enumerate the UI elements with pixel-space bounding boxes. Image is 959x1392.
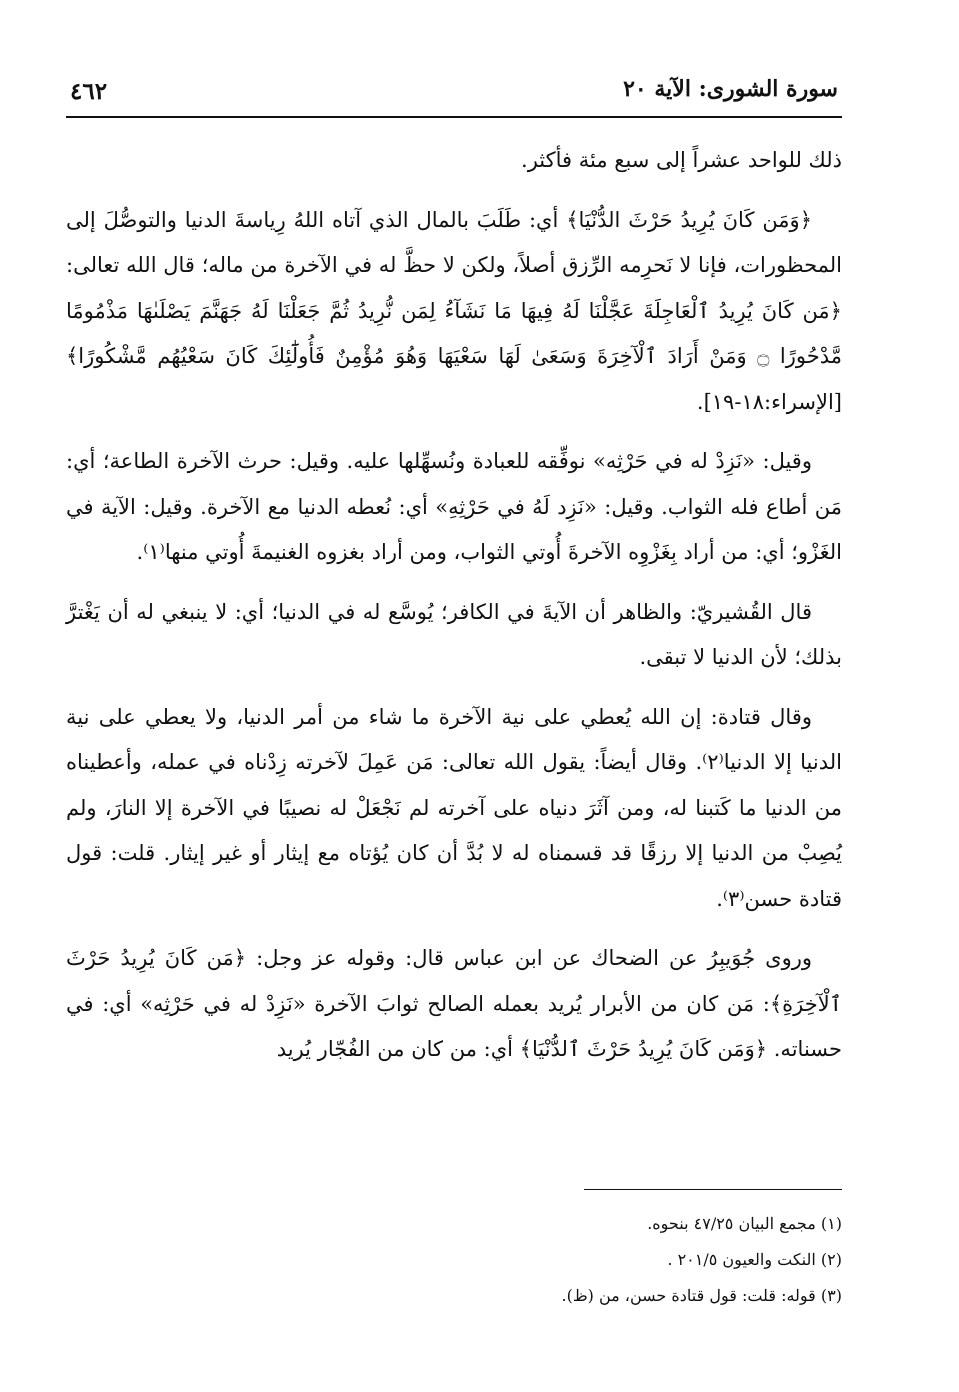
book-page bbox=[66, 70, 842, 1370]
footnote-2: (٢) النكت والعيون ٢٠١/٥ . bbox=[667, 1250, 842, 1269]
page-number: ٤٦٢ bbox=[70, 78, 108, 105]
paragraph-1: ذلك للواحد عشراً إلى سبع مئة فأكثر. bbox=[521, 148, 842, 172]
paragraph-5: وقال قتادة: إن الله يُعطي على نية الآخرة ما شاء من أمر الدنيا، ولا يعطي على نية الدنيا إلا الدنيا⁽٢⁾. وقال أيضاً: يقول الله تعالى: مَن عَمِلَ لآخرته زِدْناه في عمله، وأعطيناه من الدنيا ما كَتبنا له، ومن آثَرَ دنياه على آخرته لم نَجْعَلْ له نصيبًا في الآخرة إلا النارَ، ولم يُصِبْ من الدنيا إلا رزقًا قد قسمناه له لا بُدَّ أن كان يُؤتاه مع إيثار أو غير إيثار. قلت: قول قتادة حسن⁽٣⁾. bbox=[66, 704, 842, 911]
paragraph-4: قال القُشيريّ: والظاهر أن الآيةَ في الكافر؛ يُوسَّع له في الدنيا؛ أي: لا ينبغي له أن يَغْترَّ بذلك؛ لأن الدنيا لا تبقى. bbox=[66, 599, 842, 669]
footnotes bbox=[66, 1206, 842, 1314]
page-body bbox=[66, 138, 842, 1073]
paragraph-3: وقيل: «نَزِدْ له في حَرْثِه» نوفِّقه للعبادة ونُسهِّلها عليه. وقيل: حرث الآخرة الطاعة؛ أي: مَن أطاع فله الثواب. وقيل: «نَزِد لَهُ في حَرْثِهِ» أي: نُعطه الدنيا مع الآخرة. وقيل: الآية في الغَزْو؛ أي: من أراد بِغَزْوِه الآخرةَ أُوتي الثواب، ومن أراد بغزوه الغنيمةَ أُوتي منها⁽١⁾. bbox=[66, 449, 842, 564]
page-header bbox=[66, 70, 842, 118]
footnote-divider bbox=[584, 1189, 842, 1190]
surah-title: سورة الشورى: الآية ٢٠ bbox=[623, 76, 838, 102]
footnote-3: (٣) قوله: قلت: قول قتادة حسن، من (ظ). bbox=[561, 1286, 842, 1305]
paragraph-2: ﴿وَمَن كَانَ يُرِيدُ حَرْثَ الدُّنْيَا﴾ أي: طَلَبَ بالمال الذي آتاه اللهُ رِياسةَ الدنيا والتوصُّلَ إلى المحظورات، فإنا لا نَحرِمه الرِّزق أصلاً، ولكن لا حظَّ له في الآخرة من ماله؛ قال الله تعالى: ﴿مَن كَانَ يُرِيدُ ٱلْعَاجِلَةَ عَجَّلْنَا لَهُ فِيهَا مَا نَشَآءُ لِمَن نُّرِيدُ ثُمَّ جَعَلْنَا لَهُ جَهَنَّمَ يَصْلَىٰهَا مَذْمُومًا مَّدْحُورًا ۝ وَمَنْ أَرَادَ ٱلْآخِرَةَ وَسَعَىٰ لَهَا سَعْيَهَا وَهُوَ مُؤْمِنٌ فَأُولَٰٓئِكَ كَانَ سَعْيُهُم مَّشْكُورًا﴾ [الإسراء:١٨-١٩]. bbox=[66, 207, 842, 414]
footnote-1: (١) مجمع البيان ٤٧/٢٥ بنحوه. bbox=[647, 1214, 842, 1233]
paragraph-6: وروى جُوَيبِرُ عن الضحاك عن ابن عباس قال: وقوله عز وجل: ﴿مَن كَانَ يُرِيدُ حَرْثَ ٱلْآخِرَةِ﴾: مَن كان من الأبرار يُريد بعمله الصالح ثوابَ الآخرة «نَزِدْ له في حَرْثِه» أي: في حسناته. ﴿وَمَن كَانَ يُرِيدُ حَرْثَ ٱلدُّنْيَا﴾ أي: من كان من الفُجّار يُريد bbox=[66, 946, 842, 1061]
